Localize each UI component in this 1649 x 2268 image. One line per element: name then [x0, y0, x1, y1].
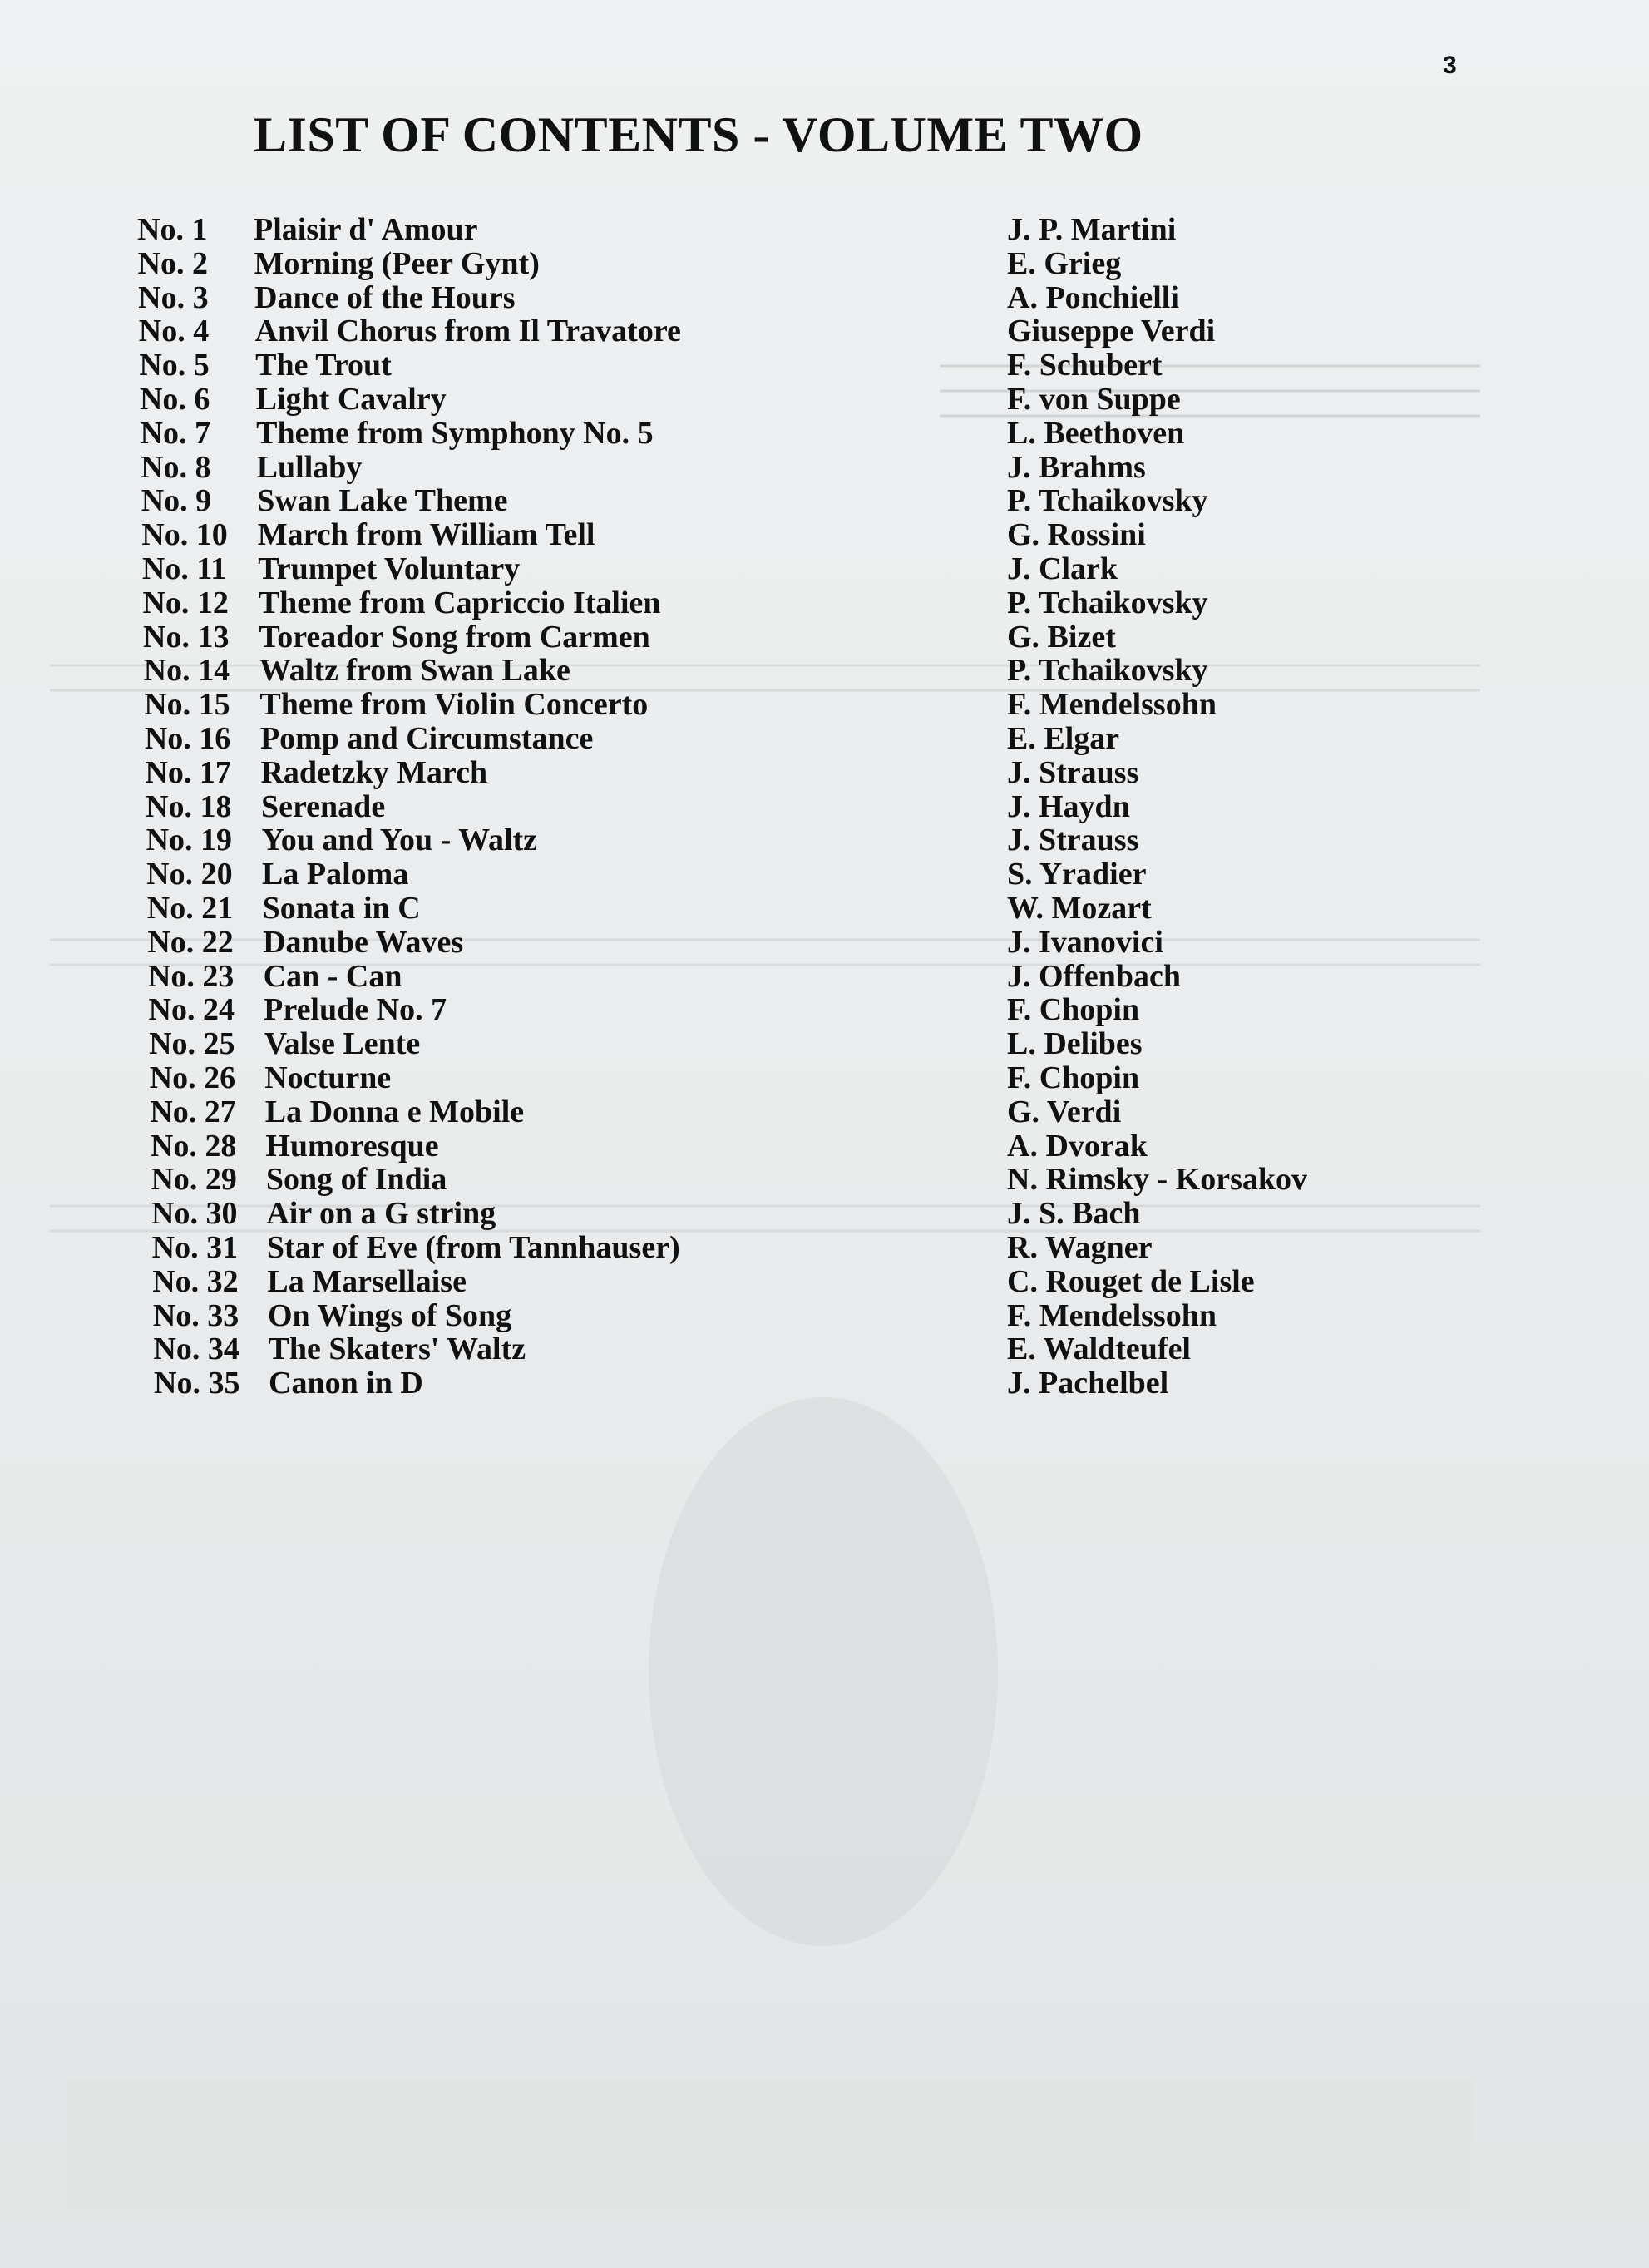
entry-number: No. 31 [151, 1229, 239, 1265]
entry-number: No. 34 [153, 1332, 239, 1367]
entry-composer: R. Wagner [1007, 1229, 1153, 1265]
entry-composer: J. Ivanovici [1007, 924, 1163, 960]
entry-composer: P. Tchaikovsky [1007, 585, 1208, 620]
entry-title: Humoresque [265, 1128, 439, 1164]
entry-number: No. 10 [141, 517, 228, 553]
entry-number: No. 17 [145, 754, 231, 790]
entry-title: La Donna e Mobile [264, 1094, 525, 1129]
entry-composer: J. Brahms [1007, 449, 1146, 485]
toc-entry [0, 823, 1649, 857]
entry-composer: J. S. Bach [1007, 1196, 1141, 1232]
toc-entry [0, 348, 1649, 383]
entry-composer: A. Dvorak [1007, 1128, 1148, 1164]
entry-composer: Giuseppe Verdi [1007, 314, 1216, 349]
toc-entry [0, 790, 1649, 824]
entry-number: No. 18 [146, 788, 232, 824]
entry-title: You and You - Waltz [261, 823, 538, 858]
toc-entry [0, 722, 1649, 756]
entry-number: No. 5 [139, 348, 210, 383]
entry-title: Morning (Peer Gynt) [254, 245, 540, 281]
entry-number: No. 6 [139, 381, 210, 417]
entry-number: No. 21 [146, 890, 234, 926]
entry-number: No. 19 [146, 823, 233, 858]
toc-entry [0, 247, 1649, 281]
toc-entry [0, 383, 1649, 417]
entry-composer: W. Mozart [1007, 890, 1152, 926]
toc-entry [0, 688, 1649, 722]
entry-composer: J. Strauss [1007, 823, 1139, 858]
entry-composer: F. von Suppe [1007, 381, 1181, 417]
entry-number: No. 26 [149, 1060, 236, 1095]
entry-composer: F. Chopin [1007, 1060, 1140, 1095]
entry-title: Valse Lente [264, 1026, 421, 1062]
entry-title: Dance of the Hours [254, 279, 516, 315]
entry-title: Theme from Capriccio Italien [258, 585, 661, 620]
entry-number: No. 15 [144, 687, 230, 723]
toc-entry [0, 960, 1649, 994]
entry-number: No. 35 [154, 1366, 240, 1401]
entry-number: No. 28 [150, 1128, 237, 1164]
entry-number: No. 2 [137, 245, 209, 281]
entry-number: No. 13 [143, 619, 230, 655]
entry-title: The Trout [255, 348, 392, 383]
entry-composer: F. Schubert [1007, 348, 1163, 383]
toc-entry [0, 1061, 1649, 1095]
entry-title: Trumpet Voluntary [258, 551, 521, 586]
entry-title: Song of India [265, 1162, 447, 1198]
entry-number: No. 33 [152, 1297, 239, 1333]
entry-composer: E. Elgar [1007, 720, 1120, 756]
toc-entry [0, 213, 1649, 247]
entry-number: No. 24 [148, 992, 235, 1028]
entry-composer: G. Rossini [1007, 517, 1146, 553]
entry-number: No. 7 [140, 415, 210, 451]
entry-title: Lullaby [256, 449, 363, 485]
toc-entry [0, 417, 1649, 451]
toc-entry [0, 993, 1649, 1027]
entry-composer: L. Delibes [1007, 1026, 1143, 1062]
entry-composer: G. Bizet [1007, 619, 1116, 655]
entry-number: No. 22 [147, 924, 234, 960]
entry-composer: P. Tchaikovsky [1007, 653, 1208, 689]
entry-number: No. 4 [138, 314, 210, 349]
entry-number: No. 25 [149, 1026, 235, 1062]
page-number: 3 [1443, 52, 1457, 79]
entry-number: No. 11 [141, 551, 227, 586]
entry-title: On Wings of Song [267, 1297, 512, 1333]
toc-entry [0, 314, 1649, 348]
entry-number: No. 3 [138, 279, 209, 315]
toc-entry [0, 451, 1649, 485]
toc-entry [0, 1332, 1649, 1366]
entry-title: Air on a G string [266, 1196, 496, 1232]
entry-composer: N. Rimsky - Korsakov [1007, 1162, 1308, 1198]
entry-title: Swan Lake Theme [257, 483, 508, 519]
entry-title: Can - Can [263, 958, 402, 994]
entry-composer: P. Tchaikovsky [1007, 483, 1208, 519]
entry-title: Toreador Song from Carmen [259, 619, 650, 655]
entry-composer: S. Yradier [1007, 857, 1147, 892]
entry-title: March from William Tell [257, 517, 595, 553]
entry-composer: E. Waldteufel [1007, 1332, 1191, 1367]
entry-title: Light Cavalry [255, 381, 447, 417]
entry-title: La Paloma [262, 857, 409, 892]
entry-number: No. 14 [143, 653, 230, 689]
toc-entry [0, 281, 1649, 315]
entry-composer: J. Clark [1007, 551, 1118, 586]
entry-number: No. 16 [144, 720, 231, 756]
toc-entry [0, 518, 1649, 552]
entry-title: Prelude No. 7 [264, 992, 447, 1028]
entry-title: Theme from Violin Concerto [259, 687, 649, 723]
entry-title: Canon in D [269, 1366, 423, 1401]
entry-title: Sonata in C [262, 890, 421, 926]
entry-number: No. 23 [147, 958, 235, 994]
toc-entry [0, 1163, 1649, 1197]
entry-number: No. 12 [142, 585, 229, 620]
entry-title: The Skaters' Waltz [268, 1332, 526, 1367]
entry-title: Star of Eve (from Tannhauser) [266, 1229, 680, 1265]
entry-composer: F. Mendelssohn [1007, 687, 1217, 723]
entry-composer: F. Chopin [1007, 992, 1140, 1028]
entry-number: No. 20 [146, 857, 233, 892]
entry-composer: J. Pachelbel [1007, 1366, 1169, 1401]
entry-number: No. 32 [152, 1263, 239, 1299]
toc-entry [0, 1231, 1649, 1265]
entry-title: Nocturne [264, 1060, 392, 1095]
toc-entry [0, 1265, 1649, 1299]
entry-title: Plaisir d' Amour [254, 212, 478, 247]
toc-entry [0, 484, 1649, 518]
entry-title: Radetzky March [260, 754, 488, 790]
entry-number: No. 1 [137, 212, 208, 247]
toc-entry [0, 1129, 1649, 1164]
entry-title: La Marsellaise [267, 1263, 467, 1299]
toc-entry [0, 1027, 1649, 1061]
entry-number: No. 8 [141, 449, 211, 485]
toc-entry [0, 1197, 1649, 1231]
toc-entry [0, 586, 1649, 620]
toc-entry [0, 756, 1649, 790]
entry-composer: J. Haydn [1007, 788, 1130, 824]
entry-composer: J. P. Martini [1007, 212, 1177, 247]
toc-entry [0, 926, 1649, 960]
toc-entry [0, 892, 1649, 926]
entry-number: No. 9 [141, 483, 212, 519]
entry-composer: A. Ponchielli [1007, 279, 1179, 315]
entry-composer: J. Strauss [1007, 754, 1139, 790]
entry-composer: L. Beethoven [1007, 415, 1185, 451]
contents-list [0, 213, 1649, 1401]
toc-entry [0, 620, 1649, 655]
entry-number: No. 27 [150, 1094, 236, 1129]
entry-title: Theme from Symphony No. 5 [256, 415, 654, 451]
entry-number: No. 30 [151, 1196, 238, 1232]
entry-title: Pomp and Circumstance [259, 720, 594, 756]
toc-entry [0, 1366, 1649, 1401]
page-title: LIST OF CONTENTS - VOLUME TWO [254, 107, 1143, 162]
entry-title: Serenade [261, 788, 386, 824]
entry-title: Anvil Chorus from Il Travatore [254, 314, 681, 349]
toc-entry [0, 552, 1649, 586]
entry-number: No. 29 [151, 1162, 237, 1198]
toc-entry [0, 1299, 1649, 1333]
entry-title: Waltz from Swan Lake [259, 653, 570, 689]
entry-composer: J. Offenbach [1007, 958, 1181, 994]
toc-entry [0, 1095, 1649, 1129]
entry-composer: E. Grieg [1007, 245, 1122, 281]
toc-entry [0, 654, 1649, 688]
entry-composer: F. Mendelssohn [1007, 1297, 1217, 1333]
entry-title: Danube Waves [263, 924, 464, 960]
toc-entry [0, 857, 1649, 892]
entry-composer: G. Verdi [1007, 1094, 1122, 1129]
entry-composer: C. Rouget de Lisle [1007, 1263, 1255, 1299]
